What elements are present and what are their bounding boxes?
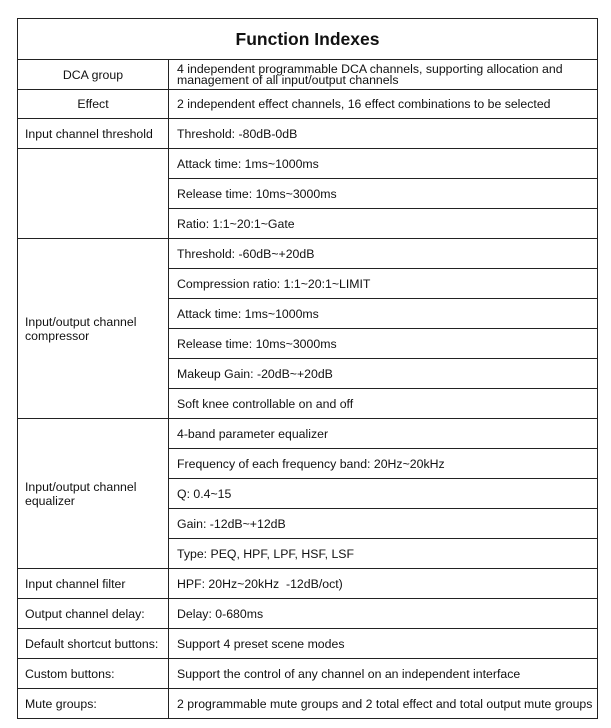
custom-buttons-label: Custom buttons: <box>18 659 169 689</box>
table-row <box>18 689 598 719</box>
equalizer-value: Gain: -12dB~+12dB <box>169 509 598 539</box>
compressor-value: Compression ratio: 1:1~20:1~LIMIT <box>169 269 598 299</box>
input-threshold-spacer <box>18 149 169 239</box>
compressor-value: Soft knee controllable on and off <box>169 389 598 419</box>
table-row <box>18 419 598 449</box>
equalizer-value: 4-band parameter equalizer <box>169 419 598 449</box>
dca-group-line-1: 4 independent programmable DCA channels, supporting allocation and <box>177 61 563 76</box>
table-row <box>18 239 598 269</box>
input-filter-label: Input channel filter <box>18 569 169 599</box>
table-row <box>18 60 598 90</box>
default-shortcut-value: Support 4 preset scene modes <box>169 629 598 659</box>
effect-value: 2 independent effect channels, 16 effect combinations to be selected <box>169 90 598 119</box>
table-row <box>18 659 598 689</box>
compressor-label-line-2: compressor <box>25 328 90 343</box>
compressor-label-line-1: Input/output channel <box>25 314 137 329</box>
equalizer-label-line-1: Input/output channel <box>25 479 137 494</box>
equalizer-label-line-2: equalizer <box>25 493 75 508</box>
output-delay-label: Output channel delay: <box>18 599 169 629</box>
default-shortcut-label: Default shortcut buttons: <box>18 629 169 659</box>
compressor-value: Threshold: -60dB~+20dB <box>169 239 598 269</box>
function-index-table <box>17 18 598 719</box>
dca-group-label: DCA group <box>18 60 169 90</box>
effect-label: Effect <box>18 90 169 119</box>
compressor-value: Release time: 10ms~3000ms <box>169 329 598 359</box>
custom-buttons-value: Support the control of any channel on an independent interface <box>169 659 598 689</box>
table-row <box>18 599 598 629</box>
compressor-value: Makeup Gain: -20dB~+20dB <box>169 359 598 389</box>
input-threshold-value: Ratio: 1:1~20:1~Gate <box>169 209 598 239</box>
table-row <box>18 90 598 119</box>
equalizer-value: Q: 0.4~15 <box>169 479 598 509</box>
equalizer-value: Frequency of each frequency band: 20Hz~20kHz <box>169 449 598 479</box>
title-row <box>18 19 598 60</box>
output-delay-value: Delay: 0-680ms <box>169 599 598 629</box>
input-threshold-value: Release time: 10ms~3000ms <box>169 179 598 209</box>
equalizer-value: Type: PEQ, HPF, LPF, HSF, LSF <box>169 539 598 569</box>
input-threshold-value: Attack time: 1ms~1000ms <box>169 149 598 179</box>
table-row <box>18 569 598 599</box>
table-row <box>18 149 598 179</box>
table-row <box>18 629 598 659</box>
mute-groups-value: 2 programmable mute groups and 2 total effect and total output mute groups <box>169 689 598 719</box>
input-filter-value: HPF: 20Hz~20kHz -12dB/oct) <box>169 569 598 599</box>
input-threshold-value: Threshold: -80dB-0dB <box>169 119 598 149</box>
dca-group-value <box>169 60 598 90</box>
compressor-value: Attack time: 1ms~1000ms <box>169 299 598 329</box>
dca-group-line-2: management of all input/output channels <box>177 72 399 87</box>
table-row <box>18 119 598 149</box>
mute-groups-label: Mute groups: <box>18 689 169 719</box>
compressor-label <box>18 239 169 419</box>
table-title: Function Indexes <box>18 19 598 60</box>
input-threshold-label: Input channel threshold <box>18 119 169 149</box>
equalizer-label <box>18 419 169 569</box>
